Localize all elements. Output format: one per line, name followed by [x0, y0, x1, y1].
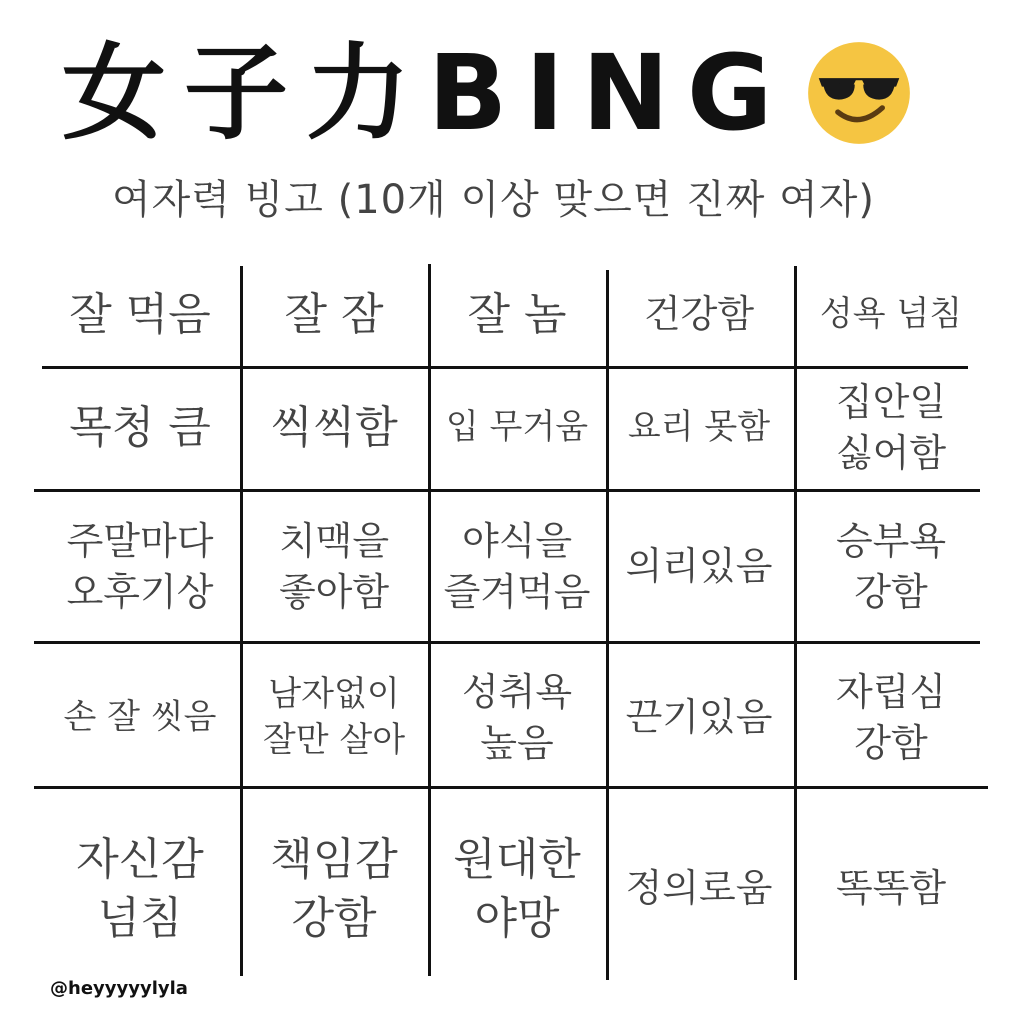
title-text: 女子力BING — [62, 32, 791, 154]
bingo-cell-text: 승부욕 — [835, 518, 947, 563]
grid-divider-horizontal — [42, 366, 968, 369]
subtitle: 여자력 빙고 (10개 이상 맞으면 진짜 여자) — [112, 177, 875, 223]
bingo-cell-text: 똑똑함 — [835, 866, 947, 911]
grid-divider-vertical — [240, 266, 243, 976]
bingo-cell-text: 정의로움 — [625, 866, 773, 911]
bingo-cell[interactable] — [240, 366, 428, 490]
grid-divider-vertical — [794, 266, 797, 980]
bingo-cell-text: 입 무거움 — [445, 407, 589, 448]
bingo-cell[interactable] — [792, 264, 990, 366]
bingo-cell-text: 높음 — [480, 721, 554, 765]
bingo-cell-text: 잘만 살아 — [262, 720, 406, 760]
grid-divider-vertical — [428, 264, 431, 976]
bingo-cell-text: 끈기있음 — [625, 695, 773, 740]
bingo-cell-text: 야식을 — [461, 518, 573, 563]
grid-divider-vertical — [606, 270, 609, 980]
grid-divider-horizontal — [34, 641, 980, 644]
bingo-cell-text: 잘 잠 — [284, 289, 384, 341]
bingo-cell[interactable] — [606, 490, 792, 644]
bingo-cell-text: 손 잘 씻음 — [63, 697, 217, 738]
bingo-cell-text: 요리 못함 — [627, 407, 771, 448]
bingo-cell-text: 남자없이 — [268, 674, 400, 715]
bingo-cell[interactable] — [40, 644, 240, 792]
bingo-cell-text: 치맥을 — [278, 518, 390, 563]
bingo-cell-text: 강함 — [854, 721, 928, 765]
credit-handle: @heyyyyylyla — [50, 978, 188, 999]
bingo-cell-text: 싫어함 — [835, 431, 947, 475]
bingo-cell[interactable] — [428, 792, 606, 986]
bingo-cell[interactable] — [40, 366, 240, 490]
bingo-cell-text: 씩씩함 — [270, 402, 398, 454]
bingo-cell[interactable] — [240, 490, 428, 644]
bingo-cell[interactable] — [40, 264, 240, 366]
bingo-cell[interactable] — [606, 644, 792, 792]
bingo-cell-text: 의리있음 — [625, 544, 773, 589]
bingo-cell[interactable] — [428, 644, 606, 792]
bingo-cell[interactable] — [606, 792, 792, 986]
grid-divider-horizontal — [34, 786, 988, 789]
bingo-grid — [40, 264, 990, 986]
bingo-cell-text: 목청 큼 — [69, 402, 211, 454]
bingo-cell-text: 넘침 — [97, 893, 183, 944]
bingo-cell[interactable] — [792, 644, 990, 792]
bingo-cell-text: 즐겨먹음 — [443, 570, 591, 614]
bingo-cell[interactable] — [240, 264, 428, 366]
bingo-cell-text: 야망 — [474, 893, 560, 944]
bingo-cell-text: 잘 놈 — [467, 289, 567, 341]
bingo-cell[interactable] — [606, 366, 792, 490]
sunglasses-smiley-icon — [806, 40, 912, 146]
bingo-cell-text: 좋아함 — [278, 570, 390, 614]
bingo-cell[interactable] — [240, 644, 428, 792]
bingo-cell[interactable] — [792, 366, 990, 490]
bingo-cell[interactable] — [428, 366, 606, 490]
bingo-cell[interactable] — [428, 264, 606, 366]
bingo-cell-text: 자신감 — [76, 833, 204, 885]
bingo-cell-text: 책임감 — [270, 833, 398, 885]
bingo-cell[interactable] — [40, 490, 240, 644]
bingo-cell-text: 강함 — [291, 893, 377, 944]
bingo-cell-text: 성취욕 — [461, 669, 573, 714]
bingo-cell-text: 원대한 — [453, 833, 581, 885]
bingo-cell-text: 주말마다 — [66, 518, 214, 563]
bingo-cell-text: 오후기상 — [66, 570, 214, 614]
bingo-cell[interactable] — [240, 792, 428, 986]
bingo-cell[interactable] — [40, 792, 240, 986]
bingo-cell[interactable] — [792, 490, 990, 644]
bingo-cell-text: 성욕 넘침 — [819, 294, 963, 335]
bingo-cell-text: 잘 먹음 — [69, 289, 211, 341]
bingo-cell-text: 강함 — [854, 570, 928, 614]
bingo-cell-text: 건강함 — [643, 292, 755, 337]
bingo-cell[interactable] — [792, 792, 990, 986]
bingo-cell[interactable] — [428, 490, 606, 644]
bingo-cell[interactable] — [606, 264, 792, 366]
bingo-cell-text: 집안일 — [835, 379, 947, 424]
grid-divider-horizontal — [34, 489, 980, 492]
bingo-title — [62, 28, 912, 158]
bingo-cell-text: 자립심 — [835, 669, 947, 714]
